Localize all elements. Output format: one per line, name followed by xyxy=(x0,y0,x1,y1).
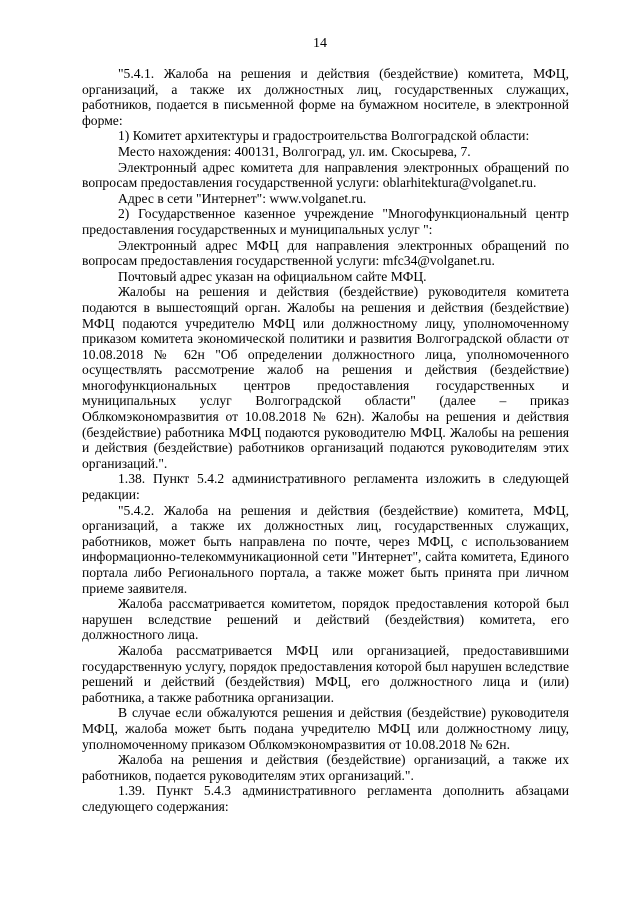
paragraph: Жалоба рассматривается МФЦ или организацией, предоставившими государственную услугу, порядок предоставления которой был нарушен вследствие решений и действий (бездействия) МФЦ, его должностного лица и (или) работника, а также работника организации. xyxy=(82,642,569,705)
paragraph: Жалоба на решения и действия (бездействие) организаций, а также их работников, подается руководителям этих организаций.". xyxy=(82,752,569,783)
paragraph: "5.4.1. Жалоба на решения и действия (бездействие) комитета, МФЦ, организаций, а также их должностных лиц, государственных служащих, работников, подается в письменной форме на бумажном носителе, в электронной форме: xyxy=(82,66,569,128)
paragraph: Адрес в сети "Интернет": www.volganet.ru. xyxy=(118,190,367,206)
paragraph: Жалобы на решения и действия (бездействие) руководителя комитета подаются в вышестоящий орган. Жалобы на решения и действия (бездействие) МФЦ подаются учредителю МФЦ или должностному лицу, уполномоченному приказом комитета экономической политики и развития Волгоградской области от 10.08.2018 № 62н "Об определении должностного лица, уполномоченного осуществлять рассмотрение жалоб на решения и действия (бездействие) многофункциональных центров предоставления государственных и муниципальных услуг Волгоградской области" (далее – приказ Облкомэкономразвития от 10.08.2018 № 62н). Жалобы на решения и действия (бездействие) работника МФЦ подаются руководителю МФЦ. Жалобы на решения и действия (бездействие) работников организаций подаются руководителям этих организаций.". xyxy=(82,284,569,471)
paragraph: 1.38. Пункт 5.4.2 административного регламента изложить в следующей редакции: xyxy=(82,471,569,503)
paragraph: 2) Государственное казенное учреждение "Многофункциональный центр предоставления государственных и муниципальных услуг ": xyxy=(82,206,569,237)
paragraph: 1) Комитет архитектуры и градостроительства Волгоградской области: xyxy=(118,128,530,144)
paragraph: В случае если обжалуются решения и действия (бездействие) руководителя МФЦ, жалоба может быть подана учредителю МФЦ или должностному лицу, уполномоченному приказом Облкомэкономразвития от 10.08.2018 № 62н. xyxy=(82,705,569,752)
page-number: 14 xyxy=(313,36,327,51)
paragraph: Электронный адрес МФЦ для направления электронных обращений по вопросам предоставления государственной услуги: mfc34@volganet.ru. xyxy=(82,237,569,269)
document-body xyxy=(82,66,569,815)
paragraph: Место нахождения: 400131, Волгоград, ул. им. Скосырева, 7. xyxy=(118,143,471,159)
paragraph: "5.4.2. Жалоба на решения и действия (бездействие) комитета, МФЦ, организаций, а также их должностных лиц, государственных служащих, работников, может быть направлена по почте, через МФЦ, с использованием информационно-телекоммуникационной сети "Интернет", сайта комитета, Единого портала либо Регионального портала, а также может быть принята при личном приеме заявителя. xyxy=(82,502,569,596)
paragraph: Почтовый адрес указан на официальном сайте МФЦ. xyxy=(118,268,427,284)
paragraph: Жалоба рассматривается комитетом, порядок предоставления которой был нарушен вследствие решений и действий (бездействия) комитета, его должностного лица. xyxy=(82,596,569,643)
paragraph: Электронный адрес комитета для направления электронных обращений по вопросам предоставления государственной услуги: oblarhitektura@volganet.ru. xyxy=(82,159,569,191)
paragraph: 1.39. Пункт 5.4.3 административного регламента дополнить абзацами следующего содержания: xyxy=(82,783,569,814)
